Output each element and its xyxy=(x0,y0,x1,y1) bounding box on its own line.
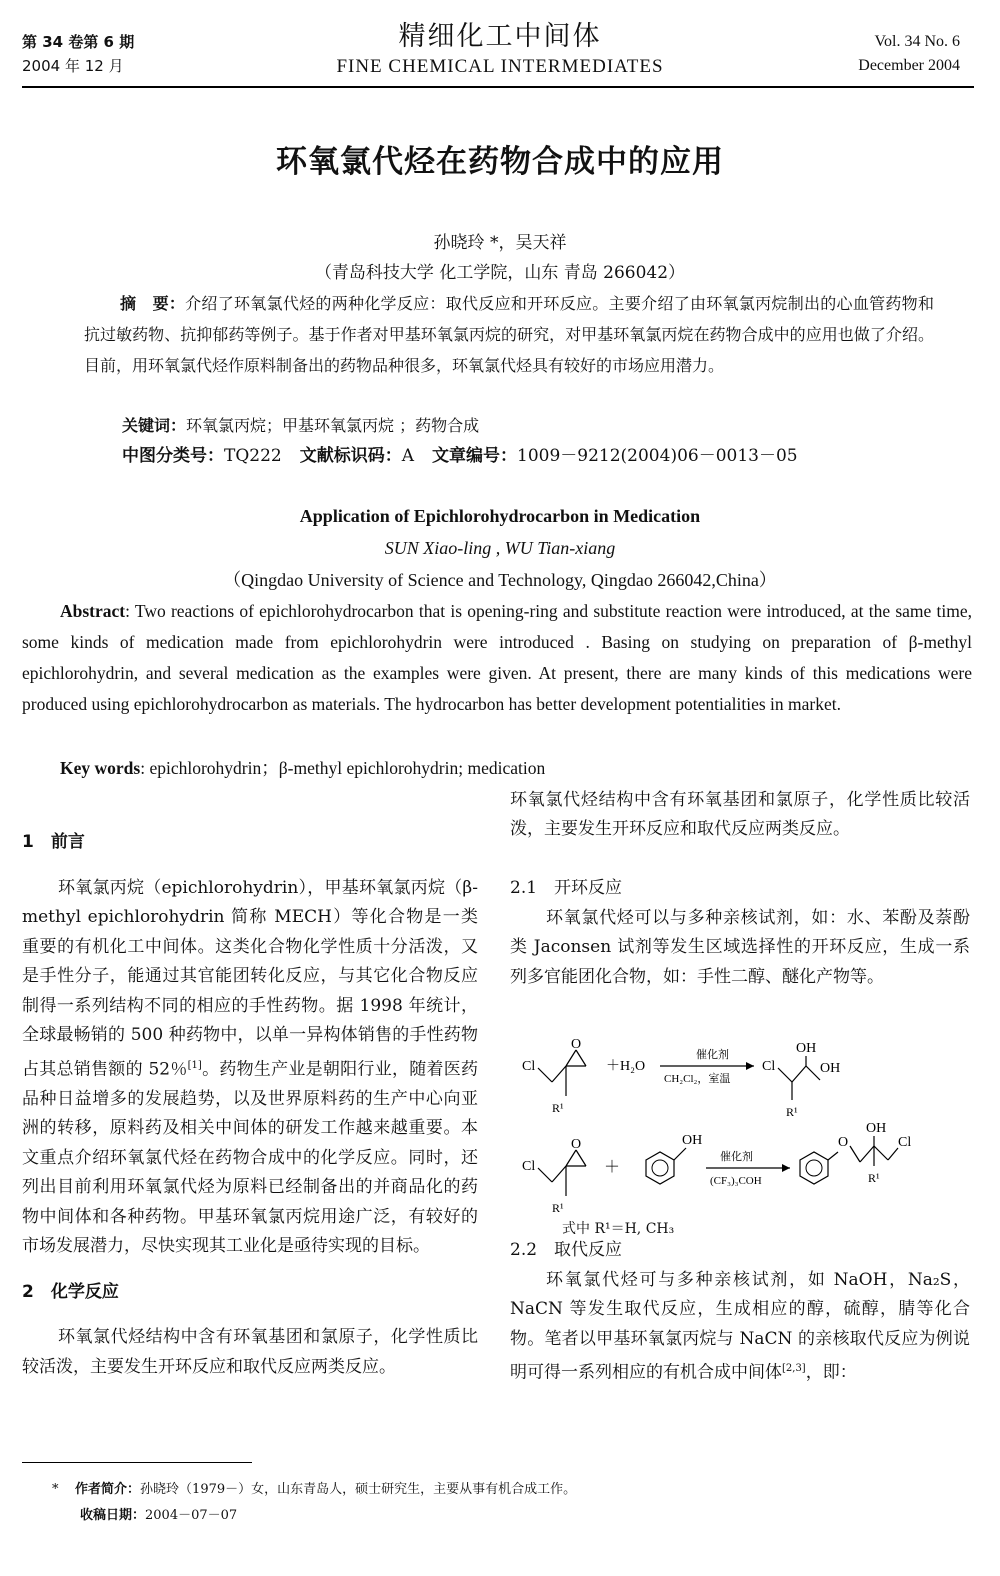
classification-line xyxy=(122,442,798,470)
section-2-heading: 2 化学反应 xyxy=(22,1281,119,1302)
r1-catalyst: 催化剂 xyxy=(696,1049,729,1061)
section-1-paragraph: 环氧氯丙烷（epichlorohydrin），甲基环氧氯丙烷（β-methyl epichlorohydrin 简称 MECH）等化合物是一类重要的有机化工中间体。这类化合物化学性质十分活泼，又是手性分子，能通过其官能团转化反应，与其它化合物反应制得一系列结构不同的相应的手性药物。据 1998 年统计，全球最畅销的 500 种药物中，以单一异构体销售的手性药物占其总销售额的 52％[1]。药物生产业是朝阳行业，随着医药品种日益增多的发展趋势，以及世界原料药的生产中心向亚洲的转移，原料药及相关中间体的研发工作越来越重要。本文重点介绍环氧氯代烃在药物合成中的化学反应。同时，还列出目前利用环氧氯代烃为原料已经制备出的并商品化的药物中间体和各种药物。甲基环氧氯丙烷用途广泛，有较好的市场发展潜力，尽快实现其工业化是亟待实现的目标。 xyxy=(22,877,479,1257)
abstract-en-label: Abstract xyxy=(60,601,126,621)
r1-r: R¹ xyxy=(552,1101,564,1115)
keywords-cn xyxy=(122,412,479,440)
footnote-rule xyxy=(22,1462,252,1463)
r1-prod-oh1: OH xyxy=(796,1041,817,1056)
r2-plus: ＋ xyxy=(604,1159,621,1176)
abstract-en-text: Two reactions of epichlorohydrocarbon that is opening-ring and substitute reaction were introduced, at the same time, some kinds of medication made from epichlorohydrin were introduced . Basing on studying on preparation of β-methyl epichlorohydrin, and several medication as the examples were given. At present, there are many kinds of this medications were produced using epichlorohydrocarbon as materials. The hydrocarbon has better development potentialities in market. xyxy=(22,601,972,714)
authors-en: SUN Xiao-ling , WU Tian-xiang xyxy=(384,538,616,558)
header-right xyxy=(858,30,960,78)
reaction-scheme xyxy=(510,1036,980,1236)
section-2-paragraph-cont: 环氧氯代烃结构中含有环氧基团和氯原子，化学性质比较活泼，主要发生开环反应和取代反应两类反应。 xyxy=(510,789,970,839)
keywords-en: Key words: epichlorohydrin；β-methyl epichlorohydrin; medication xyxy=(60,758,546,778)
scheme-note: 式中 R¹＝H, CH₃ xyxy=(562,1221,675,1237)
doc-code-value: A xyxy=(401,446,415,466)
r1-conditions: CH₂Cl₂，室温 xyxy=(664,1073,731,1085)
r2-prod-o: O xyxy=(838,1135,849,1150)
volume-issue-en: Vol. 34 No. 6 xyxy=(874,33,960,50)
affiliation-cn: （青岛科技大学 化工学院，山东 青岛 266042） xyxy=(314,263,686,283)
received-date: 2004－07－07 xyxy=(145,1508,238,1523)
r2-prod-oh: OH xyxy=(866,1121,887,1136)
abstract-en: Abstract: Two reactions of epichlorohydrocarbon that is opening-ring and substitute reaction were introduced, at the same time, some kinds of medication made from epichlorohydrin were introduced . Basing on studying on preparation of β-methyl epichlorohydrin, and several medication as the examples were given. At present, there are many kinds of this medications were produced using epichlorohydrocarbon as materials. The hydrocarbon has better development potentialities in market. xyxy=(22,601,972,714)
r1-cl: Cl xyxy=(522,1059,536,1074)
footnote-star: * xyxy=(52,1482,59,1497)
r2-conditions: (CF₃)₃COH xyxy=(710,1175,762,1187)
r2-o: O xyxy=(571,1137,582,1152)
r2-phenol-oh: OH xyxy=(682,1133,703,1148)
journal-name-en: FINE CHEMICAL INTERMEDIATES xyxy=(336,56,664,77)
r1-o: O xyxy=(571,1037,582,1052)
keywords-cn-label: 关键词： xyxy=(122,416,187,435)
keywords-cn-text: 环氧氯丙烷；甲基环氧氯丙烷 ；药物合成 xyxy=(186,416,480,435)
r2-catalyst: 催化剂 xyxy=(720,1151,753,1163)
r2-prod-r: R¹ xyxy=(868,1171,880,1185)
r1-prod-r: R¹ xyxy=(786,1105,798,1119)
body-right-column xyxy=(510,789,970,992)
date-en: December 2004 xyxy=(858,57,960,74)
body-left-column xyxy=(22,828,479,1377)
abstract-cn xyxy=(84,288,934,381)
body-right-column-lower xyxy=(510,1236,970,1388)
abstract-cn-label: 摘 要： xyxy=(120,294,186,313)
authors-cn: 孙晓玲 *，吴天祥 xyxy=(433,233,567,253)
header-rule xyxy=(22,86,974,88)
r1-plus-water: ＋H₂O xyxy=(606,1059,646,1074)
citation-1: [1] xyxy=(187,1059,202,1071)
paper-title-en: Application of Epichlorohydrocarbon in Medication xyxy=(299,506,701,526)
affiliation-en: （Qingdao University of Science and Technology, Qingdao 266042,China） xyxy=(223,570,777,590)
section-2-2-paragraph: 环氧氯代烃可与多种亲核试剂，如 NaOH，Na₂S，NaCN 等发生取代反应，生成相应的醇，硫醇，腈等化合物。笔者以甲基环氧氯丙烷与 NaCN 的亲核取代反应为例说明可得一系列相应的有机合成中间体[2,3]，即： xyxy=(510,1269,970,1383)
bio-text: 孙晓玲（1979－）女，山东青岛人，硕士研究生，主要从事有机合成工作。 xyxy=(140,1482,577,1497)
article-no-label: 文章编号： xyxy=(432,446,518,466)
clc-label: 中图分类号： xyxy=(122,446,224,466)
r2-r: R¹ xyxy=(552,1201,564,1215)
section-2-1-paragraph: 环氧氯代烃可以与多种亲核试剂，如：水、苯酚及萘酚类 Jaconsen 试剂等发生区域选择性的开环反应，生成一系列多官能团化合物，如：手性二醇、醚化产物等。 xyxy=(510,907,970,987)
section-2-2-heading: 2.2 取代反应 xyxy=(510,1240,623,1260)
r2-prod-cl: Cl xyxy=(898,1135,912,1150)
clc-value: TQ222 xyxy=(224,446,282,466)
date-cn: 2004 年 12 月 xyxy=(22,57,124,75)
keywords-en-label: Key words xyxy=(60,758,141,778)
abstract-cn-text: 介绍了环氧氯代烃的两种化学反应：取代反应和开环反应。主要介绍了由环氧氯丙烷制出的心血管药物和抗过敏药物、抗抑郁药等例子。基于作者对甲基环氧氯丙烷的研究，对甲基环氧氯丙烷在药物合成中的应用也做了介绍。目前，用环氧氯代烃作原料制备出的药物品种很多，环氧氯代烃具有较好的市场应用潜力。 xyxy=(84,294,934,375)
volume-issue-cn: 第 34 卷第 6 期 xyxy=(22,33,135,51)
keywords-en-text: epichlorohydrin；β-methyl epichlorohydrin; medication xyxy=(149,758,546,778)
footnote-received xyxy=(80,1506,237,1526)
received-label: 收稿日期： xyxy=(80,1508,146,1523)
citation-2-3: [2,3] xyxy=(782,1363,806,1374)
article-no-value: 1009－9212(2004)06－0013－05 xyxy=(517,446,798,466)
section-2-paragraph: 环氧氯代烃结构中含有环氧基团和氯原子，化学性质比较活泼，主要发生开环反应和取代反应两类反应。 xyxy=(22,1327,478,1377)
journal-masthead xyxy=(0,20,1000,80)
paper-title-cn: 环氧氯代烃在药物合成中的应用 xyxy=(276,144,724,180)
footnote-bio xyxy=(52,1480,576,1500)
doc-code-label: 文献标识码： xyxy=(299,446,402,466)
journal-name-cn: 精细化工中间体 xyxy=(398,21,602,52)
r2-cl: Cl xyxy=(522,1159,536,1174)
r1-prod-cl: Cl xyxy=(762,1059,776,1074)
section-1-heading: 1 前言 xyxy=(22,832,85,852)
bio-label: 作者简介： xyxy=(75,1482,141,1497)
r1-prod-oh2: OH xyxy=(820,1061,841,1076)
section-2-1-heading: 2.1 开环反应 xyxy=(510,878,623,898)
